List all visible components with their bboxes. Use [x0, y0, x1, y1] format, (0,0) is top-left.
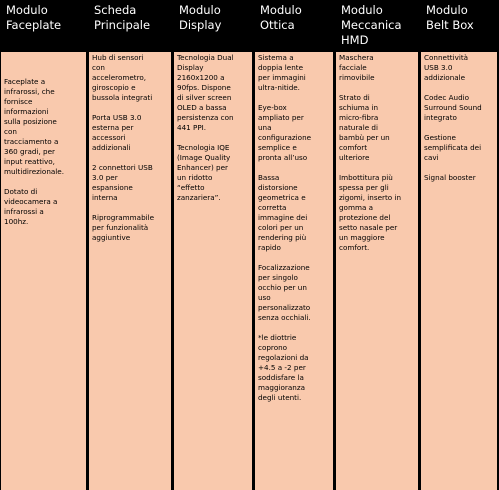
column-display	[173, 0, 254, 490]
cell-paragraph: Tecnologia IQE (Image Quality Enhancer) per un ridotto “effetto zanzariera”.	[177, 143, 231, 202]
column-meccanica-hmd	[335, 0, 420, 490]
column-body	[255, 52, 333, 490]
cell-paragraph: Faceplate a infrarossi, che fornisce informazioni sulla posizione con tracciamento a 360 gradi, per input reattivo, multidirezionale.	[4, 77, 64, 176]
column-header	[420, 0, 499, 52]
column-header	[88, 0, 173, 52]
cell-paragraph: Porta USB 3.0 esterna per accessori addizionali	[92, 113, 142, 152]
cell-paragraph: Hub di sensori con accelerometro, giroscopio e bussola integrati	[92, 53, 153, 102]
cell-paragraph: Connettività USB 3.0 addizionale	[424, 53, 469, 82]
column-title: Modulo Display	[179, 3, 222, 32]
column-body	[336, 52, 418, 490]
column-body	[174, 52, 252, 490]
column-body	[89, 52, 171, 490]
column-scheda-principale	[88, 0, 173, 490]
column-body	[1, 52, 86, 490]
column-title: Modulo Faceplate	[6, 3, 62, 32]
cell-paragraph: Riprogrammabile per funzionalità aggiuntive	[92, 213, 155, 242]
cell-paragraph: Codec Audio Surround Sound integrato	[424, 93, 482, 122]
column-header	[254, 0, 335, 52]
column-faceplate	[0, 0, 88, 490]
cell-paragraph: Tecnologia Dual Display 2160x1200 a 90fps. Dispone di silver screen OLED a bassa persistenza con 441 PPI.	[177, 53, 234, 132]
cell-paragraph: Strato di schiuma in micro-fibra naturale di bambù per un comfort ulteriore	[339, 93, 390, 162]
cell-paragraph: Eye-box ampliato per una configurazione semplice e pronta all’uso	[258, 103, 312, 162]
column-body	[421, 52, 497, 490]
cell-paragraph: Maschera facciale rimovibile	[339, 53, 375, 82]
cell-paragraph: Signal booster	[424, 173, 476, 182]
cell-paragraph: 2 connettori USB 3.0 per espansione interna	[92, 163, 153, 202]
cell-paragraph: Bassa distorsione geometrica e corretta immagine dei colori per un rendering più rapido	[258, 173, 308, 252]
column-header	[335, 0, 420, 52]
cell-paragraph: Gestione semplificata dei cavi	[424, 133, 482, 162]
cell-paragraph: *le diottrie coprono regolazioni da +4.5 a -2 per soddisfare la maggioranza degli utenti.	[258, 333, 309, 402]
cell-paragraph: Dotato di videocamera a infrarossi a 100hz.	[4, 187, 58, 226]
column-ottica	[254, 0, 335, 490]
column-header	[173, 0, 254, 52]
column-title: Scheda Principale	[94, 3, 151, 32]
column-title: Modulo Meccanica HMD	[341, 3, 402, 47]
column-title: Modulo Belt Box	[426, 3, 474, 32]
cell-paragraph: Sistema a doppia lente per immagini ultra-nitide.	[258, 53, 306, 92]
column-header	[0, 0, 88, 52]
column-belt-box	[420, 0, 499, 490]
cell-paragraph: Imbottitura più spessa per gli zigomi, inserto in gomma a protezione del setto nasale per un maggiore comfort.	[339, 173, 402, 252]
cell-paragraph: Focalizzazione per singolo occhio per un uso personalizzato senza occhiali.	[258, 263, 311, 322]
column-title: Modulo Ottica	[260, 3, 302, 32]
